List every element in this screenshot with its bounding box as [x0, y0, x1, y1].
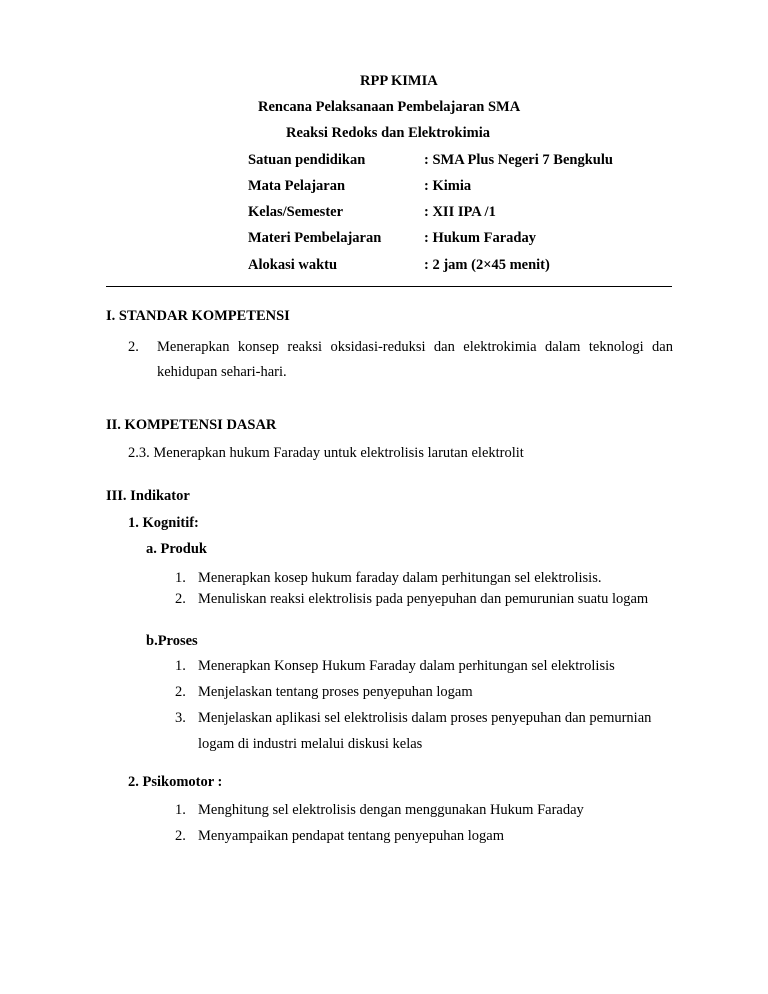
identity-value: : SMA Plus Negeri 7 Bengkulu — [424, 152, 613, 168]
list-number: 3. — [175, 710, 186, 726]
standar-kompetensi-text: Menerapkan konsep reaksi oksidasi-reduksi dan elektrokimia dalam teknologi dan — [157, 339, 673, 355]
document-subtitle: Rencana Pelaksanaan Pembelajaran SMA — [258, 99, 521, 115]
psikomotor-item: Menghitung sel elektrolisis dengan menggunakan Hukum Faraday — [198, 802, 584, 818]
produk-item: Menerapkan kosep hukum faraday dalam perhitungan sel elektrolisis. — [198, 570, 602, 586]
list-number: 2. — [175, 828, 186, 844]
identity-label: Satuan pendidikan — [248, 152, 366, 168]
document-title: RPP KIMIA — [360, 73, 438, 89]
identity-value: : 2 jam (2×45 menit) — [424, 257, 550, 273]
identity-value: : Hukum Faraday — [424, 230, 536, 246]
list-number: 2. — [175, 591, 186, 607]
standar-kompetensi-text-cont: kehidupan sehari-hari. — [157, 364, 287, 380]
proses-item: Menjelaskan aplikasi sel elektrolisis dalam proses penyepuhan dan pemurnian — [198, 710, 652, 726]
subheading-psikomotor: 2. Psikomotor : — [128, 774, 223, 790]
list-number: 2. — [175, 684, 186, 700]
identity-value: : Kimia — [424, 178, 472, 194]
identity-label: Materi Pembelajaran — [248, 230, 382, 246]
subheading-produk: a. Produk — [146, 541, 207, 557]
proses-item-cont: logam di industri melalui diskusi kelas — [198, 736, 423, 752]
section-heading-standar-kompetensi: I. STANDAR KOMPETENSI — [106, 308, 290, 324]
document-topic: Reaksi Redoks dan Elektrokimia — [286, 125, 490, 141]
section-heading-indikator: III. Indikator — [106, 488, 190, 504]
proses-item: Menjelaskan tentang proses penyepuhan logam — [198, 684, 473, 700]
header-divider — [106, 286, 672, 287]
identity-label: Kelas/Semester — [248, 204, 344, 220]
identity-label: Mata Pelajaran — [248, 178, 346, 194]
kompetensi-dasar-item: 2.3. Menerapkan hukum Faraday untuk elektrolisis larutan elektrolit — [128, 445, 524, 461]
subheading-kognitif: 1. Kognitif: — [128, 515, 199, 531]
list-number: 1. — [175, 802, 186, 818]
psikomotor-item: Menyampaikan pendapat tentang penyepuhan logam — [198, 828, 505, 844]
list-number: 1. — [175, 570, 186, 586]
identity-label: Alokasi waktu — [248, 257, 338, 273]
identity-value: : XII IPA /1 — [424, 204, 496, 220]
list-number: 1. — [175, 658, 186, 674]
produk-item: Menuliskan reaksi elektrolisis pada penyepuhan dan pemurunian suatu logam — [198, 591, 649, 607]
subheading-proses: b.Proses — [146, 633, 198, 649]
proses-item: Menerapkan Konsep Hukum Faraday dalam perhitungan sel elektrolisis — [198, 658, 615, 674]
list-number: 2. — [128, 339, 139, 355]
section-heading-kompetensi-dasar: II. KOMPETENSI DASAR — [106, 417, 277, 433]
